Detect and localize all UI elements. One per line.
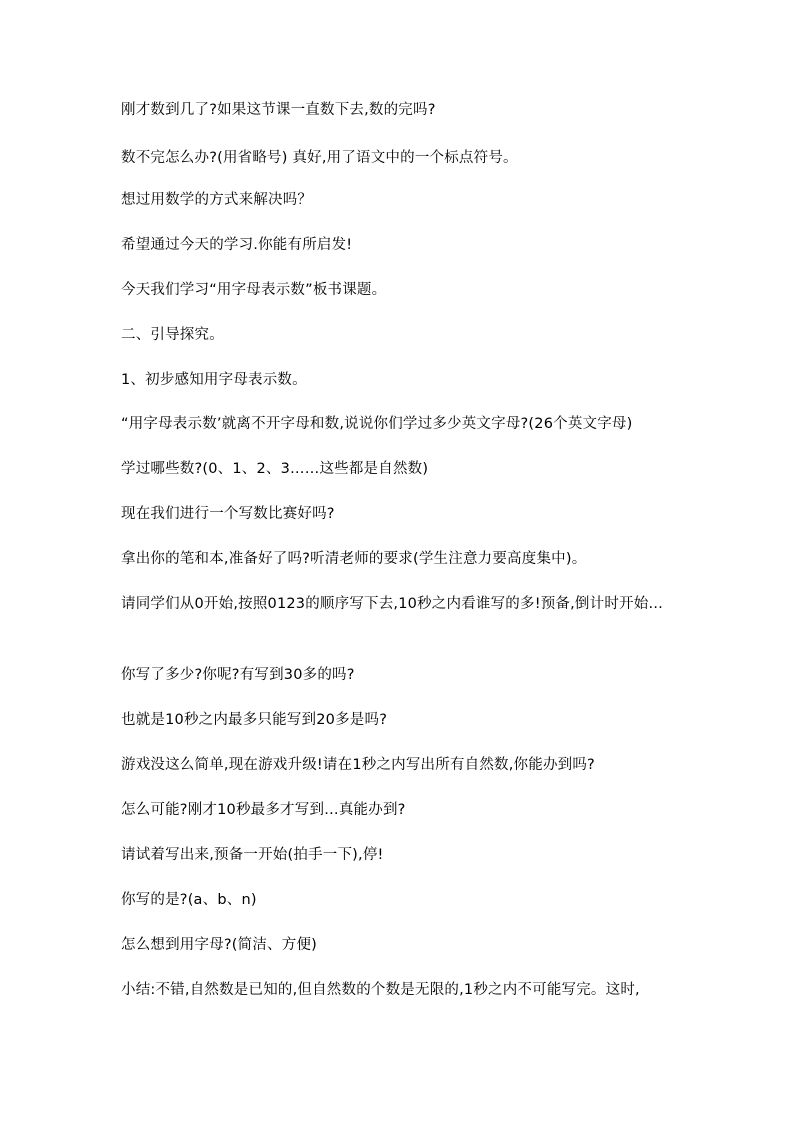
paragraph-10: 现在我们进行一个写数比赛好吗? [121,506,335,522]
paragraph-4: 希望通过今天的学习.你能有所启发! [121,237,353,253]
paragraph-9: 学过哪些数?(0、1、2、3……这些都是自然数) [121,461,429,477]
paragraph-13: 你写了多少?你呢?有写到30多的吗? [121,667,355,683]
paragraph-2: 数不完怎么办?(用省略号) 真好,用了语文中的一个标点符号。 [121,150,518,166]
paragraph-19: 怎么想到用字母?(简洁、方便) [121,937,318,953]
paragraph-3: 想过用数学的方式来解决吗？ [121,192,313,208]
paragraph-17: 请试着写出来,预备一开始(拍手一下),停! [121,847,384,863]
paragraph-20: 小结:不错,自然数是已知的,但自然数的个数是无限的,1秒之内不可能写完。这时, [121,982,640,998]
paragraph-8: “用字母表示数’就离不开字母和数,说说你们学过多少英文字母?(26个英文字母) [121,416,633,432]
paragraph-6: 二、引导探究。 [121,327,224,343]
paragraph-7: 1、初步感知用字母表示数。 [121,372,307,388]
paragraph-5: 今天我们学习“用字母表示数”板书课题。 [121,282,387,298]
paragraph-12: 请同学们从0开始,按照0123的顺序写下去,10秒之内看谁写的多!预备,倒计时开始… [121,596,664,612]
paragraph-14: 也就是10秒之内最多只能写到20多是吗? [121,712,388,728]
paragraph-11: 拿出你的笔和本,准备好了吗?听清老师的要求(学生注意力要高度集中)。 [121,551,587,567]
paragraph-18: 你写的是?(a、b、n) [121,892,257,908]
paragraph-16: 怎么可能?刚才10秒最多才写到…真能办到? [121,802,406,818]
paragraph-15: 游戏没这么简单,现在游戏升级!请在1秒之内写出所有自然数,你能办到吗? [121,757,595,773]
paragraph-1: 刚才数到几了?如果这节课一直数下去,数的完吗? [121,102,436,118]
